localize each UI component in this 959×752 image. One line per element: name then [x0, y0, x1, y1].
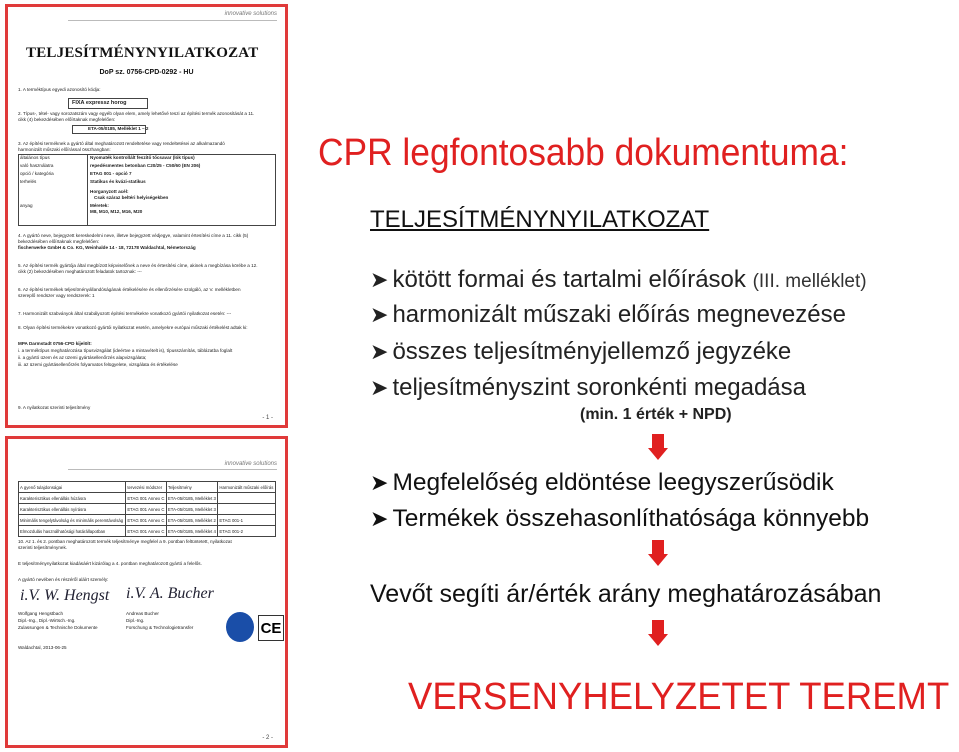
doc-line: iii. az üzemi gyártásellenőrzés folyamatos felügyelete, vizsgálata és értékelése: [18, 362, 178, 367]
table-cell: általános típus: [20, 155, 50, 160]
doc-line: szerinti teljesítménynek.: [18, 545, 68, 550]
bullet-text: harmonizált műszaki előírás megnevezése: [392, 301, 846, 328]
doc-line: E teljesítménynyilatkozat kiadásáért kizárólag a 4. pontban meghatározott gyártó a felelős.: [18, 561, 202, 566]
ce-mark-icon: CE: [258, 615, 284, 641]
page-number: - 2 -: [262, 735, 273, 741]
table-cell: Elmozdulás használhatósági határállapotban: [19, 526, 126, 537]
bullet-text: teljesítményszint soronkénti megadása: [392, 374, 806, 401]
table-cell: Teljesítmény: [166, 482, 217, 493]
red-down-arrow-icon: [648, 434, 668, 460]
doc-line: 5. Az építési termék gyártója által megbízott képviselőnek a neve és értesítési címe, akinek a megbízása körébe a 12.: [18, 263, 258, 268]
manufacturer-address: fischerwerke GmbH & Co. KG, Weinhalde 14 - 18, 72178 Waldachtal, Németország: [18, 245, 196, 250]
signature-2: i.V. A. Bucher: [126, 585, 214, 602]
table-cell: ETA-05/0185, Melléklet 3: [166, 504, 217, 515]
signatory-title: Dipl.-Ing., Dipl.-Wirtsch.-Ing.: [18, 618, 76, 623]
red-down-arrow-icon: [648, 540, 668, 566]
bullet-text: Megfelelőség eldöntése leegyszerűsödik: [392, 469, 834, 496]
page-number: - 1 -: [262, 415, 273, 421]
bullet-text: kötött formai és tartalmi előírások: [392, 266, 746, 293]
eta-number: ETA-05/0185, Melléklet 1 – 2: [88, 126, 149, 131]
table-cell: M8, M10, M12, M16, M20: [90, 209, 143, 214]
slide-subheading: TELJESÍTMÉNYNYILATKOZAT: [370, 206, 710, 233]
doc-line: szereplő rendszer vagy rendszerek: 1: [18, 293, 95, 298]
value-note: (min. 1 érték + NPD): [580, 406, 732, 423]
table-cell: tervezési módszer: [126, 482, 167, 493]
brand-tagline: innovative solutions: [224, 461, 277, 467]
dop-number: DoP sz. 0756-CPD-0292 - HU: [99, 69, 194, 76]
signatory-department: Zulassungen & Technische Dokumente: [18, 625, 98, 630]
doc-line: 7. Harmonizált szabványok által szabályozott építési termékekre vonatkozó gyártói nyilatkozat esetén: ---: [18, 311, 232, 316]
declaration-page-2-thumbnail: [5, 436, 288, 748]
table-cell: Nyomaték kontrollált feszítő tőcsavar (lók típus): [90, 155, 195, 160]
table-row: [19, 493, 276, 504]
table-cell: ETAG 001-2: [218, 526, 276, 537]
bullet-text: Termékek összehasonlíthatósága könnyebb: [392, 505, 870, 532]
table-cell: Csak száraz beltéri helyiségekben: [94, 195, 169, 200]
doc-line: 6. Az építési termékek teljesítményállandóságának értékelésére és ellenőrzésére szolgáló, az V. mellékletben: [18, 287, 241, 292]
table-cell: ETAG 001 Annex C: [126, 526, 167, 537]
table-cell: opció / kategória: [20, 171, 54, 176]
table-cell: [218, 493, 276, 504]
doc-line: cikk (2) bekezdésében meghatározott feladatok tartoznak: ---: [18, 269, 142, 274]
table-cell: ETAG 001 Annex C: [126, 504, 167, 515]
table-cell: ETAG 001 Annex C: [126, 493, 167, 504]
arrowhead-bullet-icon: ➤: [370, 302, 389, 327]
eta-logo-icon: [226, 612, 254, 642]
doc-line: ii. a gyártó üzem és az üzemi gyártásellenőrzés alapvizsgálata;: [18, 355, 147, 360]
bullet-item: [370, 469, 834, 497]
doc-line: A gyártó nevében és részéről aláírt személy:: [18, 577, 109, 582]
table-cell: ETA-05/0185, Melléklet 2: [166, 515, 217, 526]
doc-line: i. a terméktípus meghatározása típusvizsgálat (ideértve a mintavételt is), típusszámítás, táblázatba foglalt: [18, 348, 233, 353]
doc-line: MPA Darmstadt 0756-CPD kijelölt:: [18, 341, 92, 346]
signatory-name: Andreas Bucher: [126, 611, 159, 616]
table-cell: ETAG 001-1: [218, 515, 276, 526]
declaration-page-1-thumbnail: [5, 4, 288, 428]
table-cell: Statikus és kvázi-statikus: [90, 179, 146, 184]
table-row: [19, 482, 276, 493]
bullet-item: [370, 505, 869, 533]
table-cell: repedésmentes betonban C20/25 - C50/60 (EN 206): [90, 163, 201, 168]
table-row: [19, 515, 276, 526]
performance-table: [18, 481, 276, 537]
table-cell: ETAG 001 Annex C: [126, 515, 167, 526]
table-cell: A gyenő tulajdonságai: [19, 482, 126, 493]
signatory-title: Dipl.-Ing.: [126, 618, 145, 623]
doc-line: harmonizált műszaki előírással összhangban:: [18, 147, 111, 152]
table-cell: Karakterisztikus ellenállás nyírásra: [19, 504, 126, 515]
table-cell: anyag: [20, 203, 33, 208]
table-cell: Minimális tengelytávolság és minimális peremtávolság: [19, 515, 126, 526]
signatory-department: Forschung & Technologietransfer: [126, 625, 194, 630]
table-cell: ETA-05/0185, Melléklet 4: [166, 526, 217, 537]
divider: [68, 469, 277, 470]
arrowhead-bullet-icon: ➤: [370, 470, 389, 495]
doc-line: 10. Az 1. és 2. pontban meghatározott termék teljesítménye megfelel a 9. pontban feltüntetett, nyilatkozat: [18, 539, 232, 544]
doc-line: 3. Az építési terméknek a gyártó által meghatározott rendeltetése vagy rendeltetései az alkalmazandó: [18, 141, 225, 146]
table-cell: ETAG 001 - opció 7: [90, 171, 132, 176]
arrowhead-bullet-icon: ➤: [370, 267, 389, 292]
doc-line: cikk (4) bekezdésében előírtaknak megfelelően:: [18, 117, 116, 122]
arrowhead-bullet-icon: ➤: [370, 506, 389, 531]
doc-line: 4. A gyártó neve, bejegyzett kereskedelmi neve, illetve bejegyzett védjegye, valamint értesítési címe a 11. cikk (5): [18, 233, 249, 238]
table-cell: Harmonizált műszaki előírás: [218, 482, 276, 493]
doc-line: 9. A nyilatkozat szerinti teljesítmény: [18, 405, 91, 410]
slide-heading: CPR legfontosabb dokumentuma:: [318, 132, 849, 174]
statement: Vevőt segíti ár/érték arány meghatározásában: [370, 580, 882, 608]
bullet-item: [370, 338, 791, 366]
signatory-name: Wolfgang Hengstbach: [18, 611, 64, 616]
declaration-title: TELJESÍTMÉNYNYILATKOZAT: [26, 45, 259, 61]
doc-line: 8. Olyan építési termékekre vonatkozó gyártói nyilatkozat esetén, amelyekre európai műszaki értékelést adtak ki:: [18, 325, 248, 330]
place-date: Waldachtal, 2013-06-25: [18, 645, 67, 650]
bullet-item: [370, 374, 806, 402]
table-cell: ETA-05/0185, Melléklet 3: [166, 493, 217, 504]
table-row: [19, 526, 276, 537]
signature-1: i.V. W. Hengst: [20, 587, 110, 604]
bullet-item: [370, 266, 867, 294]
arrowhead-bullet-icon: ➤: [370, 375, 389, 400]
table-cell: [218, 504, 276, 515]
red-down-arrow-icon: [648, 620, 668, 646]
table-cell: Méretek:: [90, 203, 109, 208]
bullet-text: összes teljesítményjellemző jegyzéke: [392, 338, 792, 365]
table-cell: való használatra: [20, 163, 54, 168]
bullet-item: [370, 301, 846, 329]
conclusion: VERSENYHELYZETET TEREMT: [408, 676, 950, 718]
table-row: [19, 504, 276, 515]
table-cell: Karakterisztikus ellenállás húzásra: [19, 493, 126, 504]
bullet-annotation: (III. melléklet): [752, 271, 867, 292]
doc-line: bekezdésében előírtaknak megfelelően:: [18, 239, 100, 244]
product-name: FIXA expressz horog: [72, 100, 127, 106]
doc-line: 2. Típus-, tétel- vagy sorozatszám vagy egyéb olyan elem, amely lehetővé teszi az építési termék azonosítását a 11.: [18, 111, 255, 116]
arrowhead-bullet-icon: ➤: [370, 339, 389, 364]
brand-tagline: innovative solutions: [224, 11, 277, 17]
table-cell: terhelés: [20, 179, 37, 184]
table-cell: Horganyzott acél:: [90, 189, 129, 194]
divider: [68, 20, 277, 21]
doc-line: 1. A terméktípus egyedi azonosító kódja:: [18, 87, 101, 92]
